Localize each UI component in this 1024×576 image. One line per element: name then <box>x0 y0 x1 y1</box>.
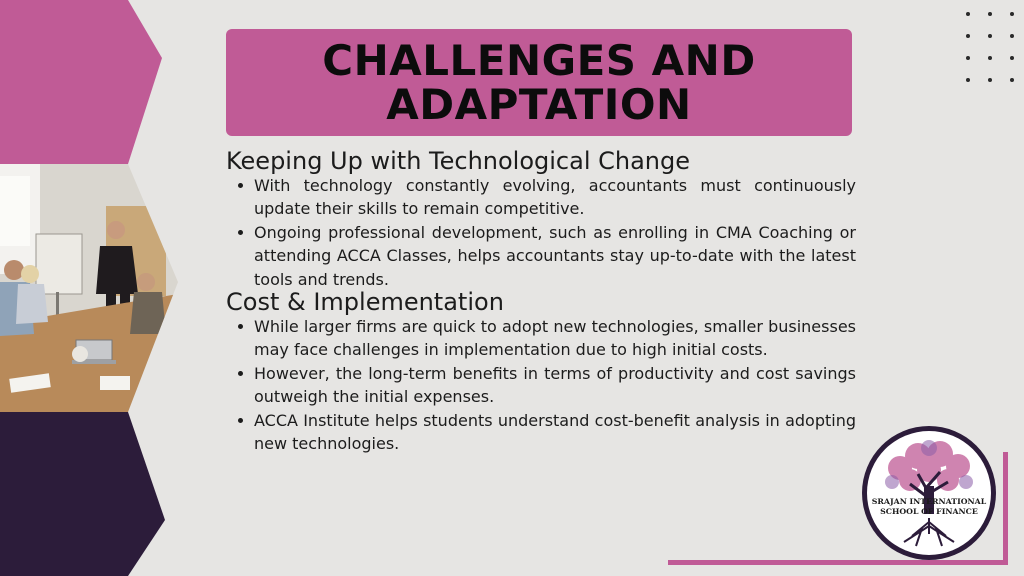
dot <box>1010 56 1014 60</box>
bullet-item: However, the long-term benefits in terms of productivity and cost savings outweigh the initial expenses. <box>226 362 856 409</box>
bullet-list <box>226 174 856 292</box>
logo-tree-icon <box>860 424 998 562</box>
bullet-item: While larger firms are quick to adopt new technologies, smaller businesses may face challenges in implementation due to high initial costs. <box>226 315 856 362</box>
bullet-item: Ongoing professional development, such as enrolling in CMA Coaching or attending ACCA Classes, helps accountants stay up-to-date with the latest tools and trends. <box>226 221 856 292</box>
dot <box>966 34 970 38</box>
dot <box>988 78 992 82</box>
bullet-item: With technology constantly evolving, accountants must continuously update their skills to remain competitive. <box>226 174 856 221</box>
title-banner <box>226 29 852 136</box>
section-heading: Keeping Up with Technological Change <box>226 147 691 175</box>
dot <box>988 34 992 38</box>
dot <box>966 12 970 16</box>
content-body <box>226 147 856 456</box>
dot <box>966 78 970 82</box>
dot <box>1010 34 1014 38</box>
dot <box>1010 12 1014 16</box>
decorative-chevron-bottom <box>0 412 165 576</box>
school-logo <box>860 424 998 562</box>
bullet-item: ACCA Institute helps students understand cost-benefit analysis in adopting new technologies. <box>226 409 856 456</box>
accent-line-vertical <box>1003 452 1008 565</box>
meeting-illustration <box>0 164 178 412</box>
dot <box>966 56 970 60</box>
logo-text-line1: SRAJAN INTERNATIONAL <box>871 497 987 506</box>
logo-text-line2: SCHOOL OF FINANCE <box>880 507 978 516</box>
page-title: CHALLENGES AND ADAPTATION <box>322 35 756 129</box>
dot <box>1010 78 1014 82</box>
dot-grid-decoration <box>966 12 1014 108</box>
decorative-chevron-top <box>0 0 162 164</box>
section-heading: Cost & Implementation <box>226 288 504 316</box>
meeting-photo <box>0 164 178 412</box>
dot <box>988 12 992 16</box>
dot <box>988 56 992 60</box>
bullet-list <box>226 315 856 456</box>
